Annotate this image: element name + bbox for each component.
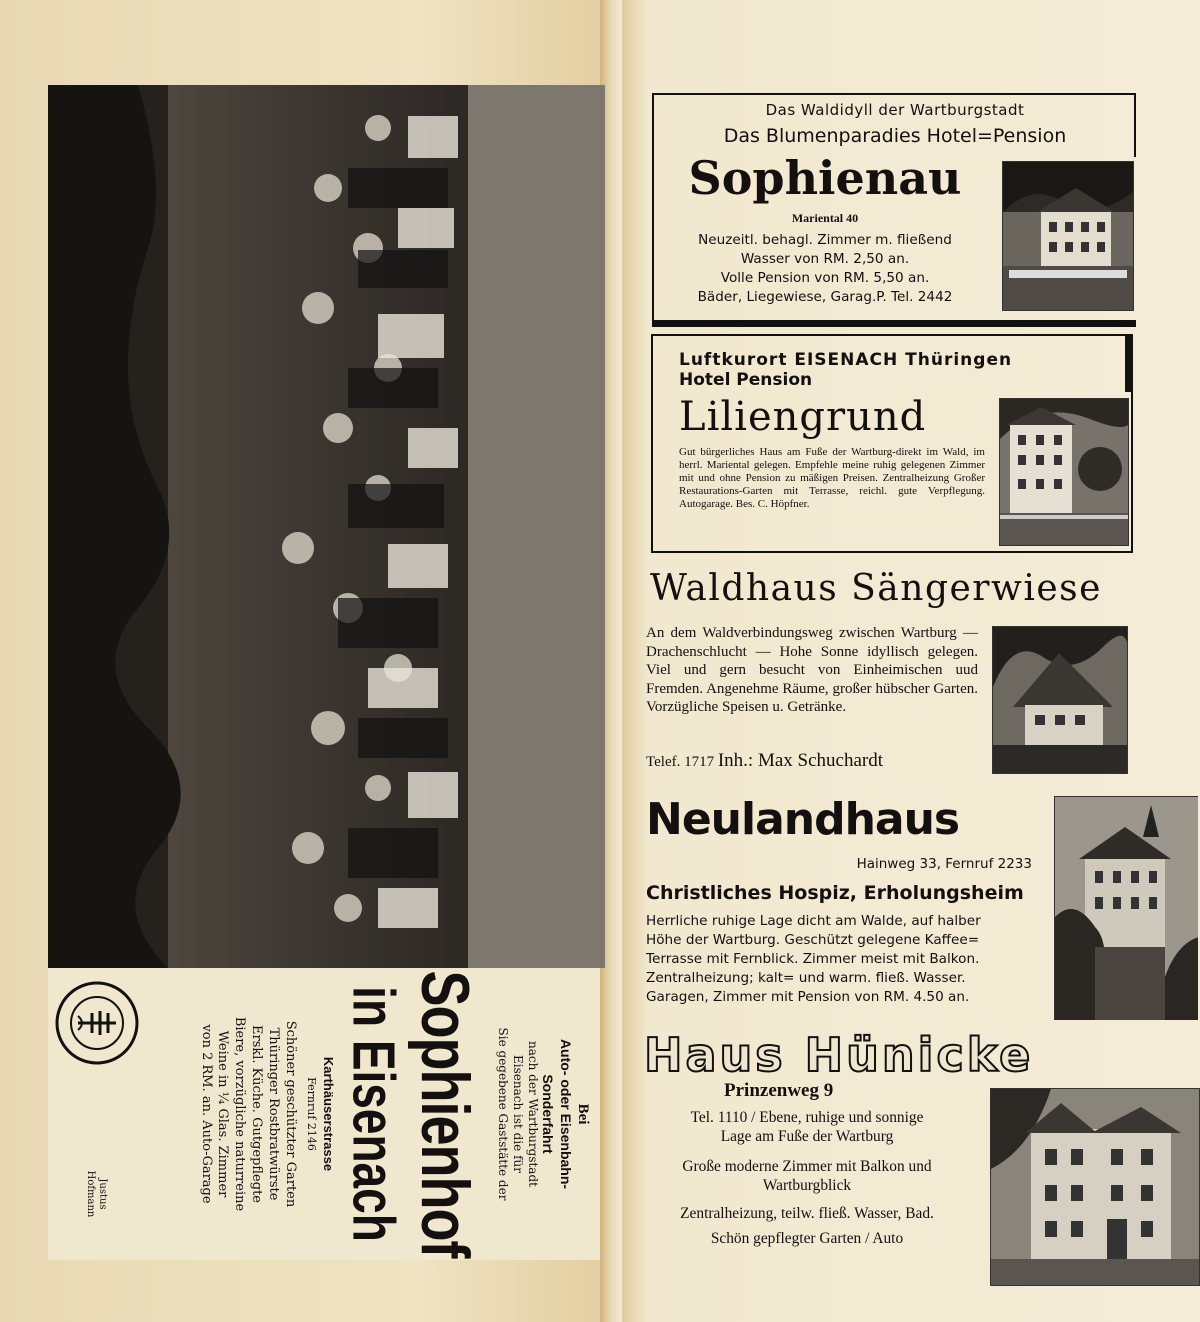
sophienhof-travel-line bbox=[539, 968, 574, 1260]
saengerwiese-body: An dem Waldverbindungsweg zwischen Wartburg — Drachenschlucht — Hohe Sonne idyllisch gelegen. Viel und gern besucht von Einheimischen uud Fremden. Angenehme Räume, großer hübscher Garten. Vorzügliche Speisen u. Getränke. bbox=[646, 625, 978, 716]
saengerwiese-name: Waldhaus Sängerwiese bbox=[650, 568, 1102, 609]
saengerwiese-owner: Inh.: Max Schuchardt bbox=[717, 750, 883, 771]
officers-association-seal-icon bbox=[54, 980, 140, 1066]
liliengrund-name: Liliengrund bbox=[679, 394, 927, 440]
garden-photo bbox=[48, 85, 605, 968]
neulandhaus-body-line-3: Terrasse mit Fernblick. Zimmer meist mit Balkon. bbox=[646, 951, 980, 967]
liliengrund-line-2: Hotel Pension bbox=[679, 370, 813, 390]
sophienhof-body-line-4: Biere, vorzügliche naturreine bbox=[232, 1016, 248, 1212]
saengerwiese-photo bbox=[992, 626, 1128, 774]
huenicke-address: Prinzenweg 9 bbox=[724, 1080, 834, 1101]
sophienau-body-line-4: Bäder, Liegewiese, Garag.P. Tel. 2442 bbox=[697, 289, 953, 305]
saengerwiese-phone: Telef. 1717 bbox=[646, 754, 715, 770]
saengerwiese-footer bbox=[646, 750, 978, 772]
huenicke-name: Haus Hünicke bbox=[644, 1028, 1034, 1082]
neulandhaus-body bbox=[646, 912, 1038, 1007]
neulandhaus-address: Hainweg 33, Fernruf 2233 bbox=[856, 856, 1032, 872]
sophienau-body-line-3: Volle Pension von RM. 5,50 an. bbox=[720, 270, 930, 286]
sophienhof-intro bbox=[495, 982, 540, 1246]
liliengrund-body: Gut bürgerliches Haus am Fuße der Wartburg-direkt im Wald, im herrl. Mariental gelegen. Empfehle meine ruhig gelegenen Zimmer mit und ohne Pension zu mäßigen Preisen. Zentralheizung Großer Restaurations-Garten mit Terrasse, reichl. gute Verpflegung. Autogarage. Bes. C. Höpfner. bbox=[679, 446, 985, 510]
sophienhof-body-line-6: von 2 RM. an. Auto-Garage bbox=[198, 1024, 214, 1204]
sophienau-ad bbox=[652, 93, 1136, 327]
sophienhof-body-line-3: Erskl. Küche. Gutgepflegte bbox=[249, 1024, 265, 1203]
neulandhaus-building-image bbox=[1055, 797, 1198, 1020]
sophienhof-intro-line-3: Sie gegebene Gaststätte der bbox=[496, 1027, 510, 1201]
sophienhof-signature-line-1: Justus bbox=[97, 1178, 108, 1210]
liliengrund-photo bbox=[999, 398, 1129, 546]
sophienhof-intro-line-2: Eisenach ist die für bbox=[511, 1055, 525, 1173]
sophienau-rule bbox=[654, 320, 1136, 327]
saengerwiese-house-image bbox=[993, 627, 1127, 773]
neulandhaus-photo bbox=[1054, 796, 1198, 1020]
sophienhof-intro-line-1: nach der Wartburgstadt bbox=[526, 1041, 540, 1187]
sophienhof-body-line-1: Schöner geschützter Garten bbox=[283, 1020, 298, 1208]
neulandhaus-body-line-1: Herrliche ruhige Lage dicht am Walde, auf halber bbox=[646, 913, 981, 929]
sophienau-name: Sophienau bbox=[688, 151, 962, 205]
sophienau-body-line-1: Neuzeitl. behagl. Zimmer m. fließend bbox=[698, 232, 952, 248]
neulandhaus-name: Neulandhaus bbox=[646, 794, 960, 845]
liliengrund-line-1: Luftkurort EISENACH Thüringen bbox=[679, 350, 1013, 370]
sophienhof-phone: Fernruf 2146 bbox=[305, 1077, 318, 1151]
liliengrund-frame-bar bbox=[1125, 336, 1131, 392]
saengerwiese-ad bbox=[646, 562, 1130, 784]
huenicke-ad bbox=[630, 1028, 1200, 1288]
sophienhof-body bbox=[197, 988, 298, 1240]
huenicke-villa-image bbox=[991, 1089, 1199, 1285]
sophienhof-travel-line-2: Sonderfahrt bbox=[540, 1074, 557, 1154]
neulandhaus-ad bbox=[646, 790, 1198, 1020]
neulandhaus-subtitle: Christliches Hospiz, Erholungsheim bbox=[646, 882, 1024, 904]
sophienhof-title: Sophienhof bbox=[406, 970, 482, 1258]
sophienhof-signature bbox=[84, 1164, 108, 1224]
sophienhof-signature-line-2: Hofmann bbox=[85, 1170, 96, 1218]
sophienhof-bei: Bei bbox=[575, 1103, 591, 1125]
sophienhof-street: Karthäuserstrasse bbox=[321, 1056, 336, 1172]
sophienhof-travel-line-1: Auto- oder Eisenbahn- bbox=[558, 1038, 574, 1190]
garden-photo-image bbox=[48, 85, 605, 968]
sophienhof-body-line-2: Thüringer Rostbratwürste bbox=[266, 1027, 282, 1201]
sophienau-body bbox=[654, 231, 996, 307]
huenicke-line-2: Lage am Fuße der Wartburg bbox=[720, 1128, 894, 1145]
liliengrund-ad bbox=[651, 334, 1133, 553]
sophienhof-body-line-5: Weine in ¼ Glas. Zimmer bbox=[215, 1030, 231, 1198]
huenicke-photo bbox=[990, 1088, 1200, 1286]
sophienau-address: Mariental 40 bbox=[791, 211, 859, 225]
sophienau-photo bbox=[1002, 161, 1134, 311]
liliengrund-building-image bbox=[1000, 399, 1128, 545]
sophienhof-title-city: in Eisenach bbox=[340, 986, 408, 1242]
huenicke-line-6: Schön gepflegter Garten / Auto bbox=[710, 1230, 904, 1247]
neulandhaus-body-line-4: Zentralheizung; kalt= und warm. fließ. Wasser. bbox=[646, 970, 966, 986]
sophienau-tagline: Das Waldidyll der Wartburgstadt bbox=[765, 101, 1025, 119]
huenicke-line-5: Zentralheizung, teilw. fließ. Wasser, Bad. bbox=[680, 1205, 934, 1222]
sophienhof-ad bbox=[48, 968, 600, 1260]
huenicke-line-1: Tel. 1110 / Ebene, ruhige und sonnige bbox=[690, 1109, 924, 1126]
sophienau-building-image bbox=[1003, 162, 1133, 310]
sophienau-body-line-2: Wasser von RM. 2,50 an. bbox=[740, 251, 910, 267]
neulandhaus-body-line-5: Garagen, Zimmer mit Pension von RM. 4.50 an. bbox=[646, 989, 970, 1005]
huenicke-line-3: Große moderne Zimmer mit Balkon und bbox=[682, 1158, 932, 1175]
neulandhaus-body-line-2: Höhe der Wartburg. Geschützt gelegene Kaffee= bbox=[646, 932, 980, 948]
huenicke-line-4: Wartburgblick bbox=[762, 1177, 852, 1194]
sophienau-tagline-2: Das Blumenparadies Hotel=Pension bbox=[723, 125, 1067, 147]
